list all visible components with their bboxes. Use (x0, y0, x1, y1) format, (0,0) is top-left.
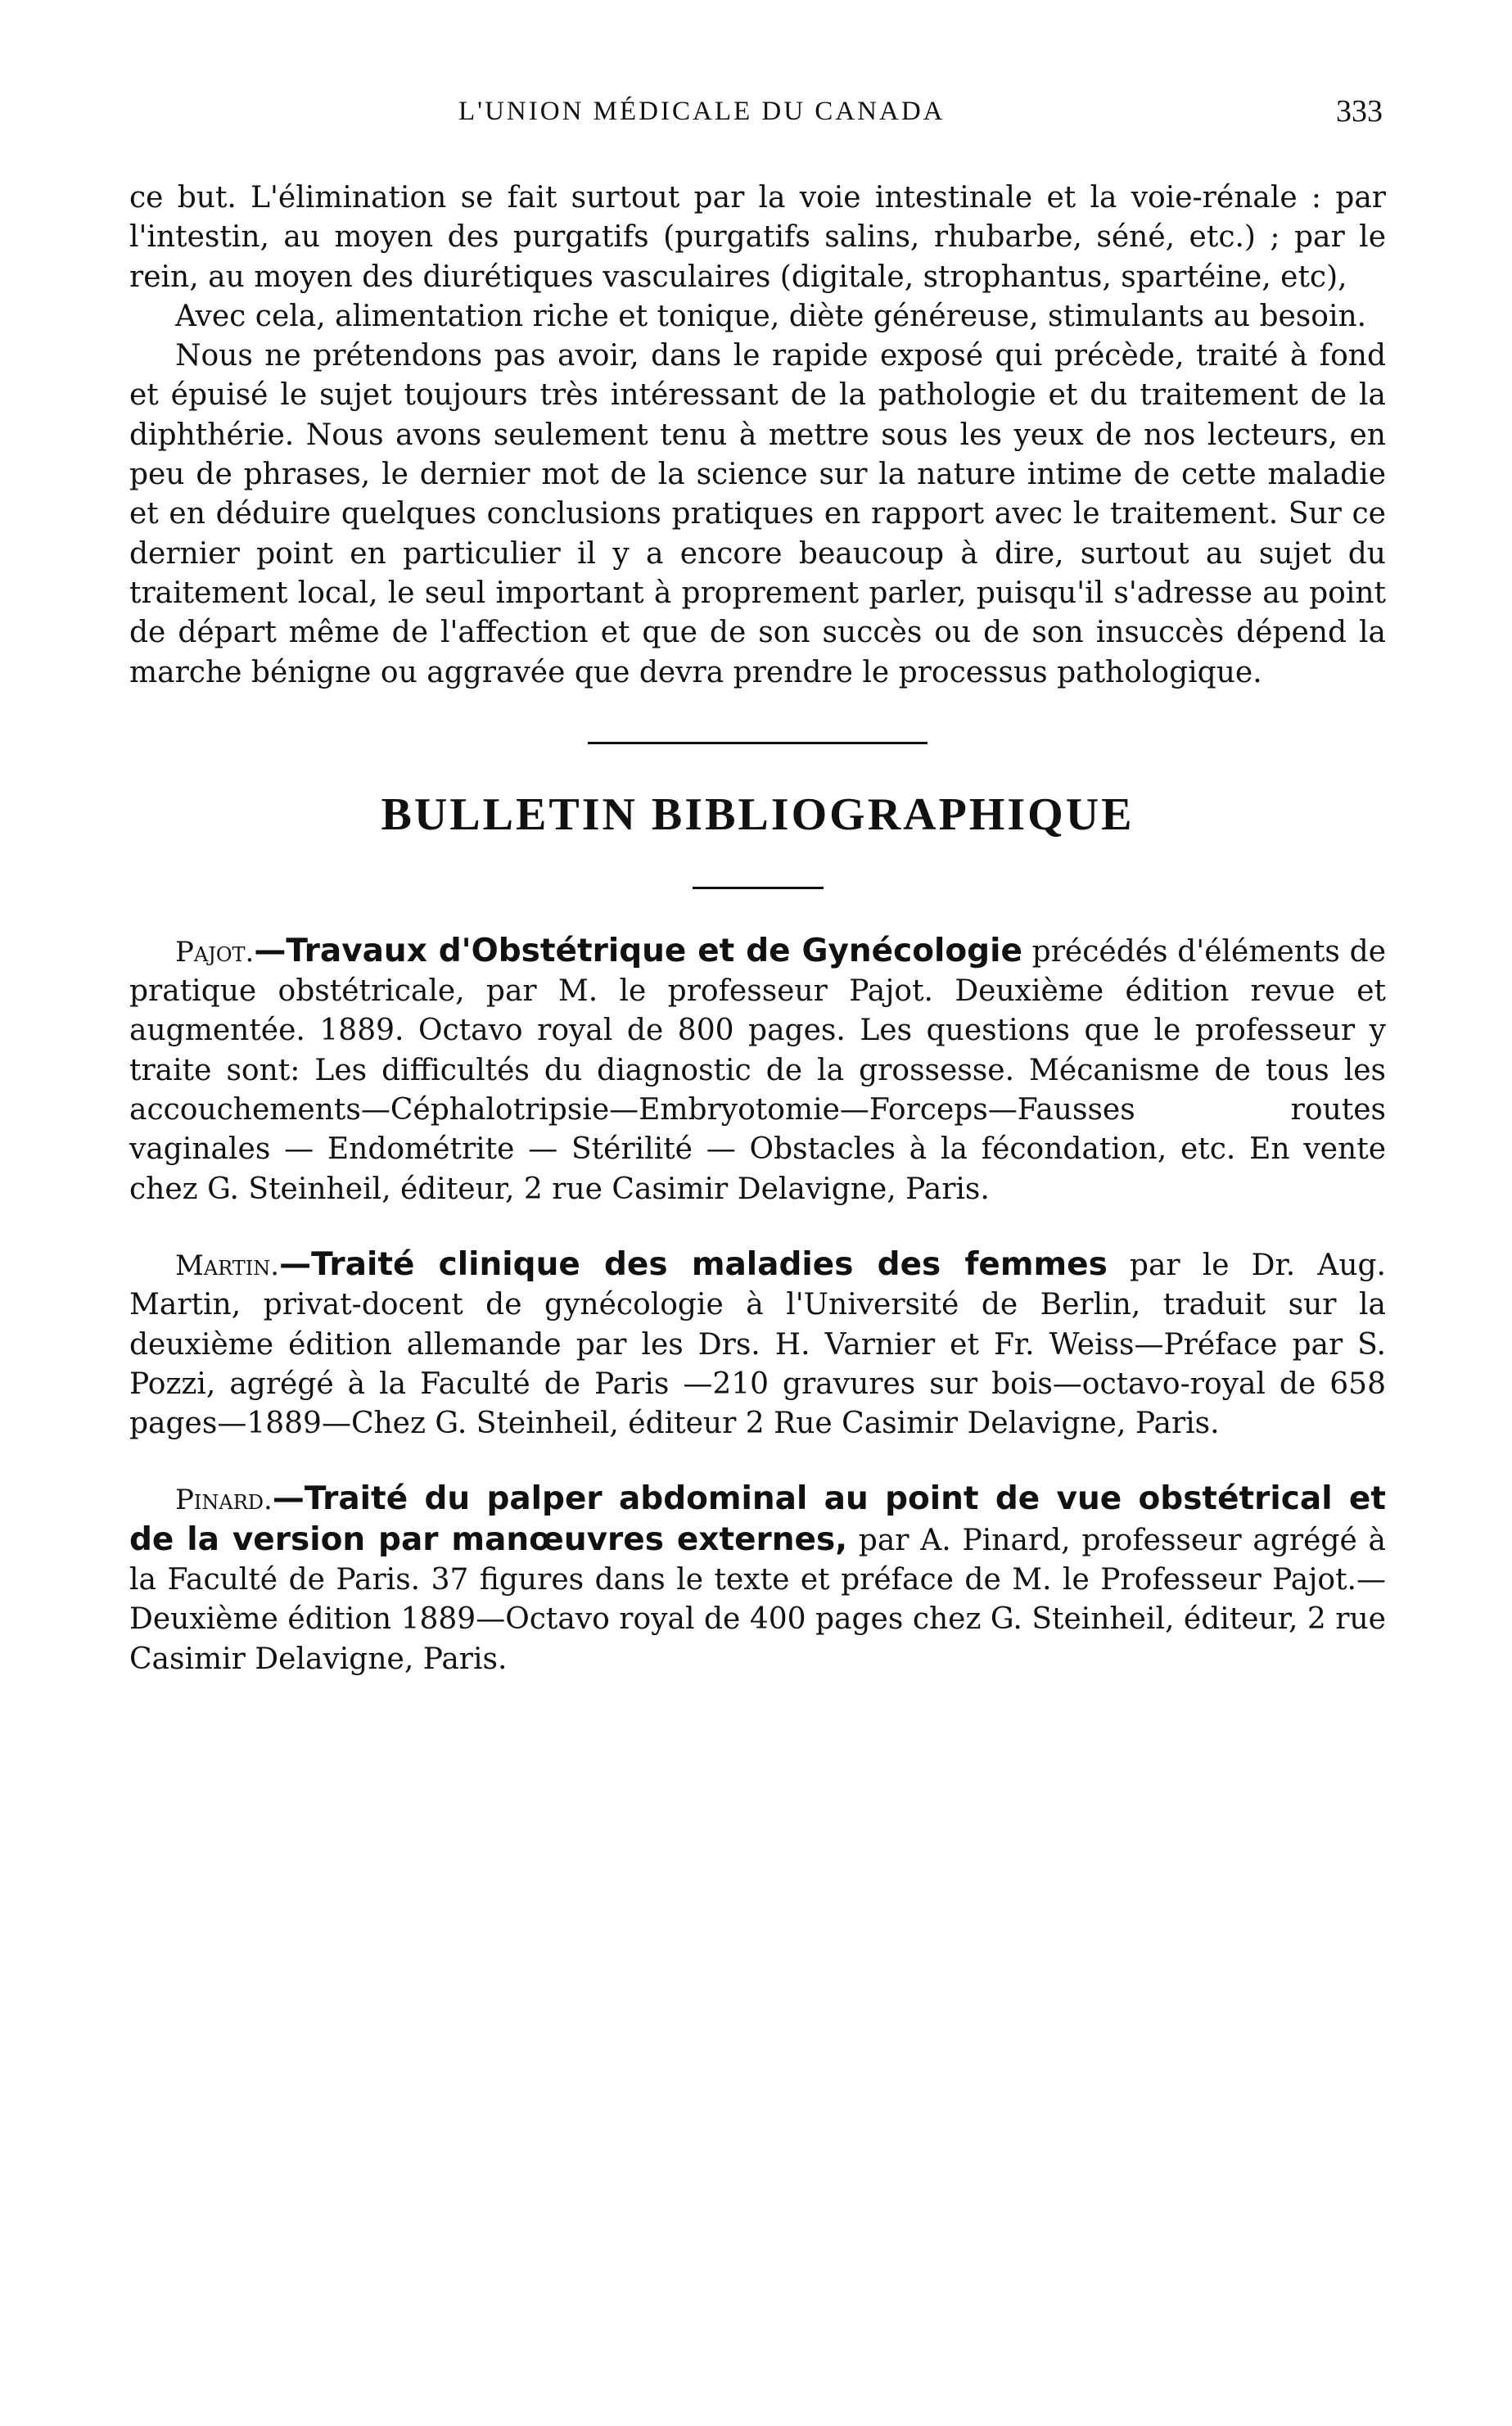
bibliography-entry (129, 1480, 1386, 1678)
entry-text: précédés d'éléments de pratique obstétricale, par M. le professeur Pajot. Deuxième édition revue et augmentée. 1889. Octavo royal de 800 pages. Les questions que le professeur y traite sont: Les difficultés du diagnostic de la grossesse. Mécanisme de tous les accouchements—Céphalotripsie—Embryotomie—Forceps—Fausses routes vaginales — Endométrite — Stérilité — Obstacles à la fécondation, etc. En vente chez G. Steinheil, éditeur, 2 rue Casimir Delavigne, Paris. (129, 934, 1386, 1206)
entry-author: Pajot. (175, 935, 255, 969)
paragraph: Avec cela, alimentation riche et tonique, diète généreuse, stimulants au besoin. (175, 299, 1367, 333)
section-divider (693, 887, 824, 889)
entry-title: —Traité clinique des maladies des femmes (279, 1245, 1108, 1283)
running-title: L'UNION MÉDICALE DU CANADA (458, 97, 946, 126)
section-title: BULLETIN BIBLIOGRAPHIQUE (381, 788, 1135, 840)
entry-title: —Travaux d'Obstétrique et de Gynécologie (254, 932, 1022, 969)
bibliography-entry (129, 1245, 1386, 1443)
page-header (0, 94, 1512, 146)
entry-author: Pinard. (175, 1484, 273, 1517)
page-body (129, 178, 1386, 1715)
entry-author: Martin. (175, 1249, 280, 1282)
entry-title: —Traité du palper abdominal au point de vue obstétrical et de la version par manœuvres externes, (129, 1480, 1386, 1558)
bibliography-entry (129, 932, 1386, 1209)
section-divider (588, 742, 928, 744)
entry-text: par A. Pinard, professeur agrégé à la Faculté de Paris. 37 figures dans le texte et préface de M. le Professeur Pajot.—Deuxième édition 1889—Octavo royal de 400 pages chez G. Steinheil, éditeur, 2 rue Casimir Delavigne, Paris. (129, 1523, 1386, 1676)
paragraph: ce but. L'élimination se fait surtout par la voie intestinale et la voie-rénale : par l'intestin, au moyen des purgatifs (purgatifs salins, rhubarbe, séné, etc.) ; par le rein, au moyen des diurétiques vasculaires (digitale, strophantus, spartéine, etc), (129, 181, 1386, 294)
entry-text: par le Dr. Aug. Martin, privat-docent de gynécologie à l'Université de Berlin, traduit sur la deuxième édition allemande par les Drs. H. Varnier et Fr. Weiss—Préface par S. Pozzi, agrégé à la Faculté de Paris —210 gravures sur bois—octavo-royal de 658 pages—1889—Chez G. Steinheil, éditeur 2 Rue Casimir Delavigne, Paris. (129, 1248, 1386, 1441)
paragraph: Nous ne prétendons pas avoir, dans le rapide exposé qui précède, traité à fond et épuisé le sujet toujours très intéressant de la pathologie et du traitement de la diphthérie. Nous avons seulement tenu à mettre sous les yeux de nos lecteurs, en peu de phrases, le dernier mot de la science sur la nature intime de cette maladie et en déduire quelques conclusions pratiques en rapport avec le traitement. Sur ce dernier point en particulier il y a encore beaucoup à dire, surtout au sujet du traitement local, le seul important à proprement parler, puisqu'il s'adresse au point de départ même de l'affection et que de son succès ou de son insuccès dépend la marche bénigne ou aggravée que devra prendre le processus pathologique. (129, 339, 1386, 689)
page-number: 333 (1336, 94, 1383, 129)
